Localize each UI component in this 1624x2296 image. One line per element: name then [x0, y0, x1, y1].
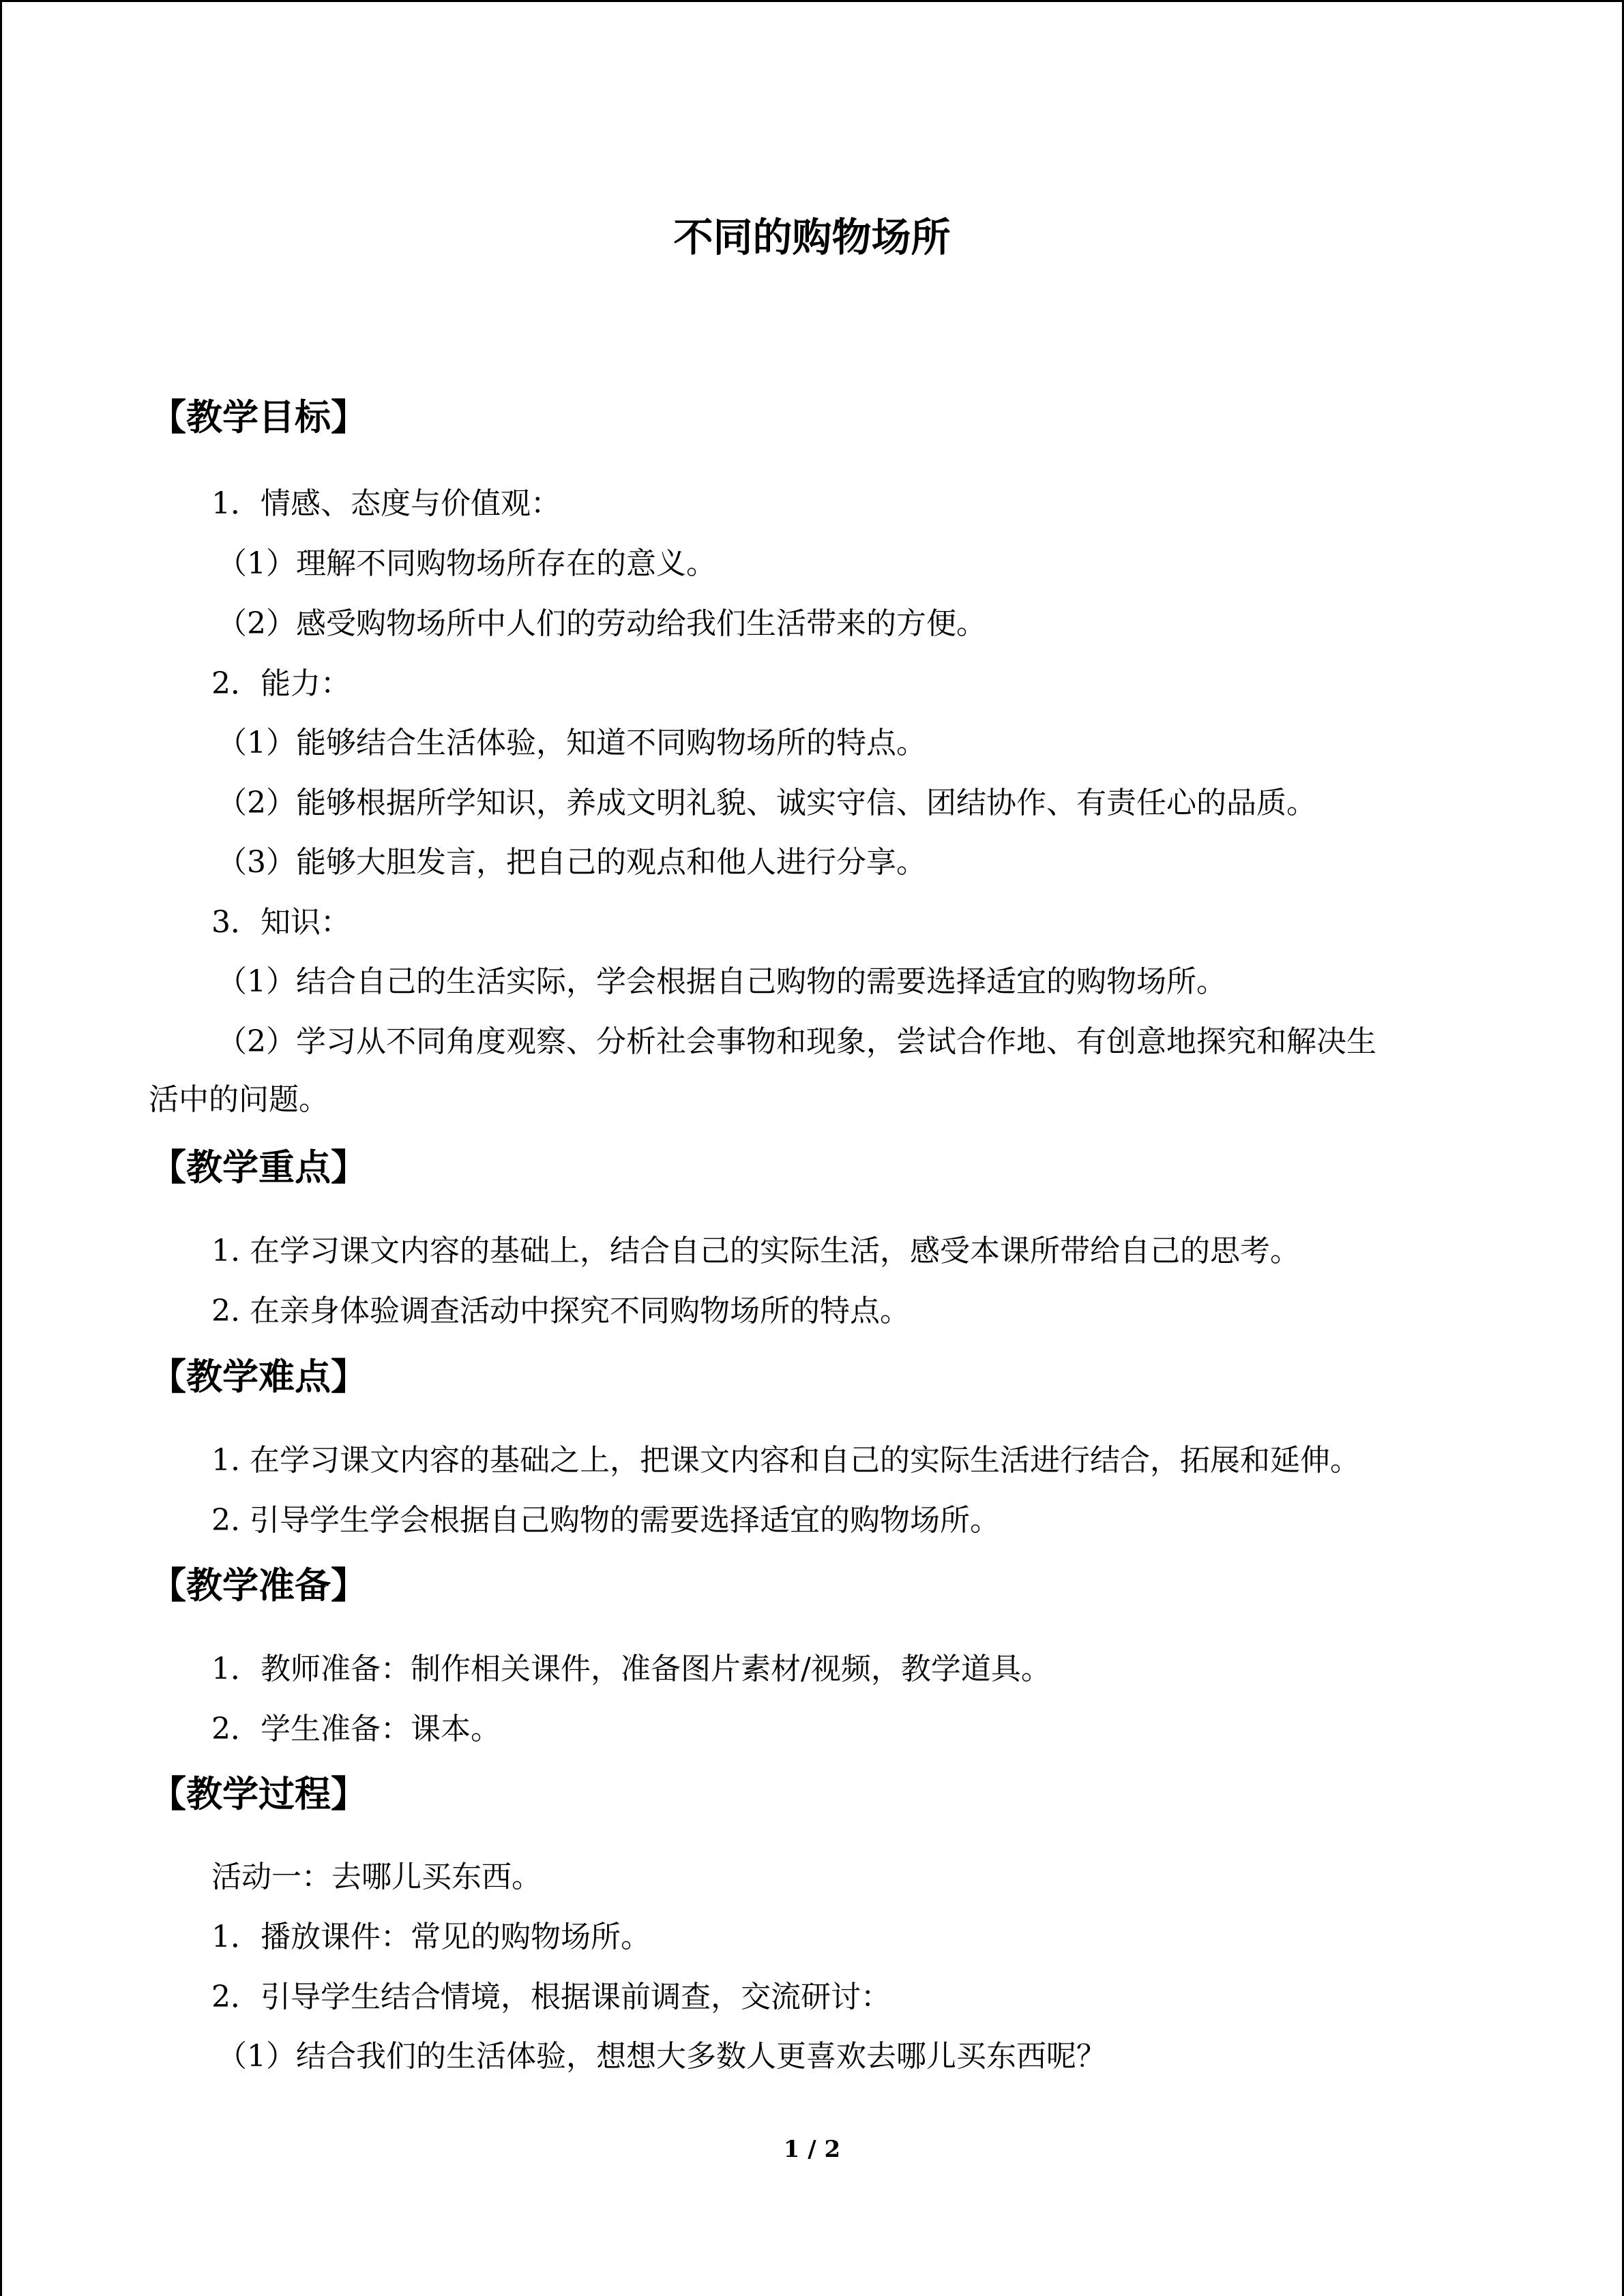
- goal-line: （3）能够大胆发言，把自己的观点和他人进行分享。: [217, 845, 926, 880]
- goal-line-continued: 活中的问题。: [149, 1082, 329, 1117]
- page-border-left: [0, 0, 2, 2296]
- section-heading-process: 【教学过程】: [150, 1774, 367, 1815]
- difficulty-line: 1. 在学习课文内容的基础之上，把课文内容和自己的实际生活进行结合，拓展和延伸。: [211, 1443, 1360, 1478]
- goal-line: （2）感受购物场所中人们的劳动给我们生活带来的方便。: [217, 606, 986, 641]
- process-line: 1．播放课件：常见的购物场所。: [211, 1920, 651, 1954]
- goal-line: （1）结合自己的生活实际，学会根据自己购物的需要选择适宜的购物场所。: [217, 964, 1226, 999]
- key-point-line: 2. 在亲身体验调查活动中探究不同购物场所的特点。: [211, 1294, 910, 1328]
- goal-line: （1）理解不同购物场所存在的意义。: [217, 546, 716, 581]
- goal-line: 3．知识：: [211, 905, 351, 940]
- process-line: 2．引导学生结合情境，根据课前调查，交流研讨：: [211, 1980, 891, 2014]
- page-border-top: [0, 0, 1624, 2]
- section-heading-key-points: 【教学重点】: [150, 1147, 367, 1189]
- section-heading-difficulties: 【教学难点】: [150, 1356, 367, 1398]
- preparation-line: 2．学生准备：课本。: [211, 1712, 501, 1746]
- process-line: 活动一：去哪儿买东西。: [211, 1860, 542, 1894]
- key-point-line: 1. 在学习课文内容的基础上，结合自己的实际生活，感受本课所带给自己的思考。: [211, 1234, 1300, 1268]
- goal-line: （2）能够根据所学知识，养成文明礼貌、诚实守信、团结协作、有责任心的品质。: [217, 786, 1316, 820]
- document-title: 不同的购物场所: [673, 214, 951, 260]
- process-line: （1）结合我们的生活体验，想想大多数人更喜欢去哪儿买东西呢？: [217, 2039, 1106, 2074]
- section-heading-preparation: 【教学准备】: [150, 1565, 367, 1607]
- page-number: 1 / 2: [783, 2136, 841, 2163]
- goal-line: （2）学习从不同角度观察、分析社会事物和现象，尝试合作地、有创意地探究和解决生: [217, 1024, 1376, 1059]
- goal-line: 2．能力：: [211, 666, 351, 701]
- preparation-line: 1．教师准备：制作相关课件，准备图片素材/视频，教学道具。: [211, 1652, 1051, 1686]
- difficulty-line: 2. 引导学生学会根据自己购物的需要选择适宜的购物场所。: [211, 1503, 1000, 1538]
- goal-line: （1）能够结合生活体验，知道不同购物场所的特点。: [217, 726, 926, 760]
- section-heading-goals: 【教学目标】: [150, 397, 367, 438]
- goal-line: 1．情感、态度与价值观：: [211, 486, 561, 521]
